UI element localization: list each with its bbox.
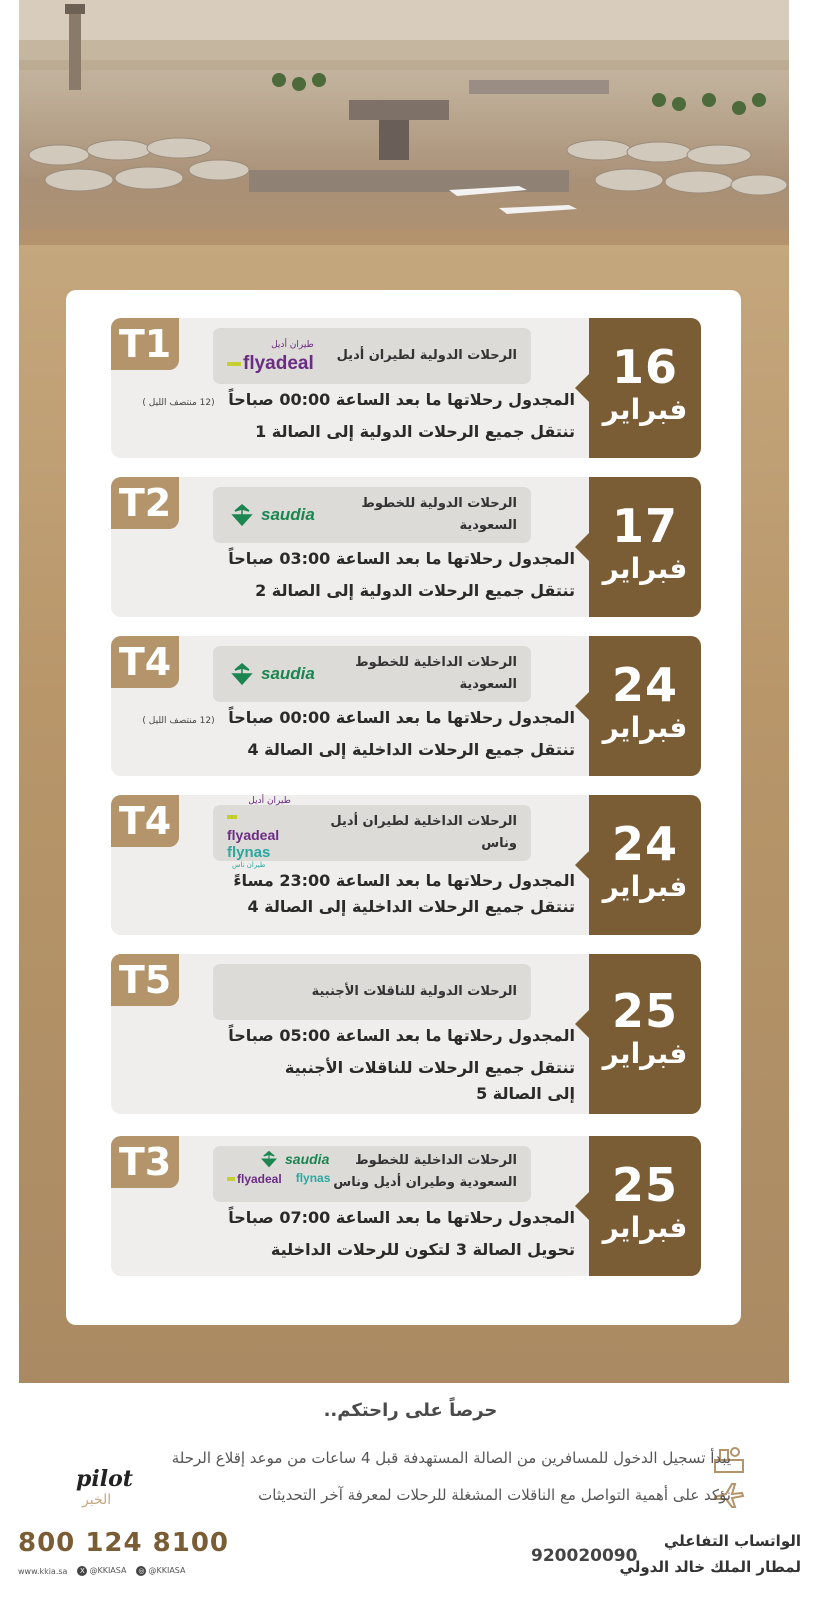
date-day: 24 [611,658,678,712]
date-badge [589,318,701,458]
airline-description: الرحلات الداخلية للخطوط السعودية [355,655,517,692]
airline-box [213,487,531,543]
schedule-time-text: المجدول رحلاتها ما بعد الساعة 00:00 صباحاً [228,708,575,727]
terminal-badge: T3 [111,1136,179,1188]
schedule-time-text: المجدول رحلاتها ما بعد الساعة 07:00 صباحاً [228,1208,575,1227]
flynas-logo [227,846,270,870]
terminal-move-line: تنتقل جميع الرحلات للناقلات الأجنبية [284,1058,575,1077]
date-month: فبراير [602,552,688,585]
whatsapp-label [620,1528,801,1580]
tip-contact-carriers: نؤكد على أهمية التواصل مع الناقلات المشغلة للرحلات لمعرفة آخر التحديثات [258,1486,731,1504]
flyadeal-logo-text: flyadeal [243,352,314,374]
row-panel [111,318,591,458]
saudia-palm-icon [257,1150,281,1168]
terminal-badge: T4 [111,795,179,847]
whatsapp-label-line1: الواتساب التفاعلي [663,1532,801,1550]
flyadeal-logo-text: flyadeal [237,1172,282,1186]
row-panel [111,636,591,776]
flynas-logo-text: flynas [227,844,271,861]
date-month: فبراير [602,1211,688,1244]
date-badge [589,954,701,1114]
midnight-note: (12 منتصف الليل ) [142,398,215,408]
schedule-row [111,318,701,458]
flyadeal-logo-text: flyadeal [227,827,280,843]
date-badge [589,795,701,935]
date-month: فبراير [602,711,688,744]
airline-description [333,1150,517,1194]
airline-logos [227,796,291,870]
social-links [18,1566,186,1576]
terminal-badge: T2 [111,477,179,529]
schedule-time-line [233,871,575,890]
pilot-watermark-sub: الخبر [82,1492,112,1508]
flyadeal-logo [227,1168,282,1187]
airline-description: الرحلات الدولية للناقلات الأجنبية [311,984,517,999]
saudia-logo-text: saudia [261,505,315,524]
flyadeal-logo [227,340,314,373]
schedule-time-text: المجدول رحلاتها ما بعد الساعة 05:00 صباحاً [228,1026,575,1045]
airline-logos [227,1150,330,1187]
schedule-time-line [228,549,575,568]
saudia-logo [257,1150,329,1168]
schedule-time-text: المجدول رحلاتها ما بعد الساعة 00:00 صباحاً [228,390,575,409]
airline-box [213,964,531,1020]
flyadeal-logo [227,796,291,844]
saudia-logo-text: saudia [285,1151,330,1167]
schedule-time-text: المجدول رحلاتها ما بعد الساعة 23:00 مساءً [233,871,575,890]
schedule-time-line [142,708,575,727]
instagram-link[interactable]: ◎ @KKIASA [138,1566,186,1575]
terminal-move-line: تحويل الصالة 3 لتكون للرحلات الداخلية [270,1240,575,1259]
date-month: فبراير [602,870,688,903]
saudia-logo [227,662,315,686]
website-link[interactable]: www.kkia.sa [18,1566,68,1576]
schedule-time-line [142,390,575,409]
terminal-move-line-2: إلى الصالة 5 [476,1084,575,1103]
flynas-logo-arabic: طيران ناس [231,861,266,869]
flyadeal-flynas-logos [227,1168,330,1187]
date-day: 25 [611,1158,678,1212]
schedule-row [111,636,701,776]
terminal-move-line: تنتقل جميع الرحلات الداخلية إلى الصالة 4 [247,740,575,759]
airline-logos [227,662,315,686]
terminal-move-line: تنتقل جميع الرحلات الدولية إلى الصالة 2 [255,581,575,600]
airline-description: الرحلات الدولية للخطوط السعودية [361,496,517,533]
row-panel [111,954,591,1114]
terminal-badge: T5 [111,954,179,1006]
date-badge [589,477,701,617]
date-day: 24 [611,817,678,871]
saudia-palm-icon [227,662,257,686]
saudia-palm-icon [227,503,257,527]
airline-box [213,1146,531,1202]
airline-description-line1: الرحلات الداخلية للخطوط [355,1153,517,1168]
airline-description-line2: السعودية وطيران أديل وناس [333,1175,517,1190]
terminal-move-line: تنتقل جميع الرحلات الداخلية إلى الصالة 4 [247,897,575,916]
schedule-time-line [228,1026,575,1045]
airline-logos [227,503,315,527]
midnight-note: (12 منتصف الليل ) [142,716,215,726]
airline-box [213,646,531,702]
care-title: حرصاً على راحتكم.. [323,1400,498,1421]
flyadeal-logo-arabic: طيران أديل [248,796,291,806]
date-badge [589,636,701,776]
date-month: فبراير [602,393,688,426]
flynas-logo-text: flynas [295,1170,331,1185]
airline-description: الرحلات الداخلية لطيران أديل وناس [330,814,517,851]
schedule-row [111,795,701,935]
schedule-time-text: المجدول رحلاتها ما بعد الساعة 03:00 صباحاً [228,549,575,568]
whatsapp-number[interactable]: 920020090 [531,1546,638,1566]
terminal-badge: T4 [111,636,179,688]
pilot-watermark: pilot [76,1466,133,1492]
instagram-icon: ◎ [138,1567,145,1575]
saudia-logo-text: saudia [261,664,315,683]
saudia-logo [227,503,315,527]
twitter-link[interactable]: X @KKIASA [77,1566,126,1576]
date-day: 25 [611,984,678,1038]
row-panel [111,795,591,935]
date-day: 17 [611,499,678,553]
airline-box [213,796,531,869]
schedule-row [111,1136,701,1276]
date-badge [589,1136,701,1276]
flyadeal-logo-arabic: طيران أديل [271,339,314,350]
row-panel [111,477,591,617]
tip-checkin: يبدأ تسجيل الدخول للمسافرين من الصالة المستهدفة قبل 4 ساعات من موعد إقلاع الرحلة [171,1449,731,1467]
terminal-move-line: تنتقل جميع الرحلات الدولية إلى الصالة 1 [255,422,575,441]
airline-description: الرحلات الدولية لطيران أديل [336,348,517,363]
date-month: فبراير [602,1037,688,1070]
schedule-row [111,477,701,617]
schedule-time-line [228,1208,575,1227]
row-panel [111,1136,591,1276]
x-icon: X [77,1566,87,1576]
airline-logos [227,340,314,373]
schedule-row [111,954,701,1114]
terminal-badge: T1 [111,318,179,370]
airline-box [213,328,531,384]
toll-free-phone[interactable]: 800 124 8100 [18,1528,230,1558]
date-day: 16 [611,340,678,394]
whatsapp-label-line2: لمطار الملك خالد الدولي [619,1558,801,1576]
